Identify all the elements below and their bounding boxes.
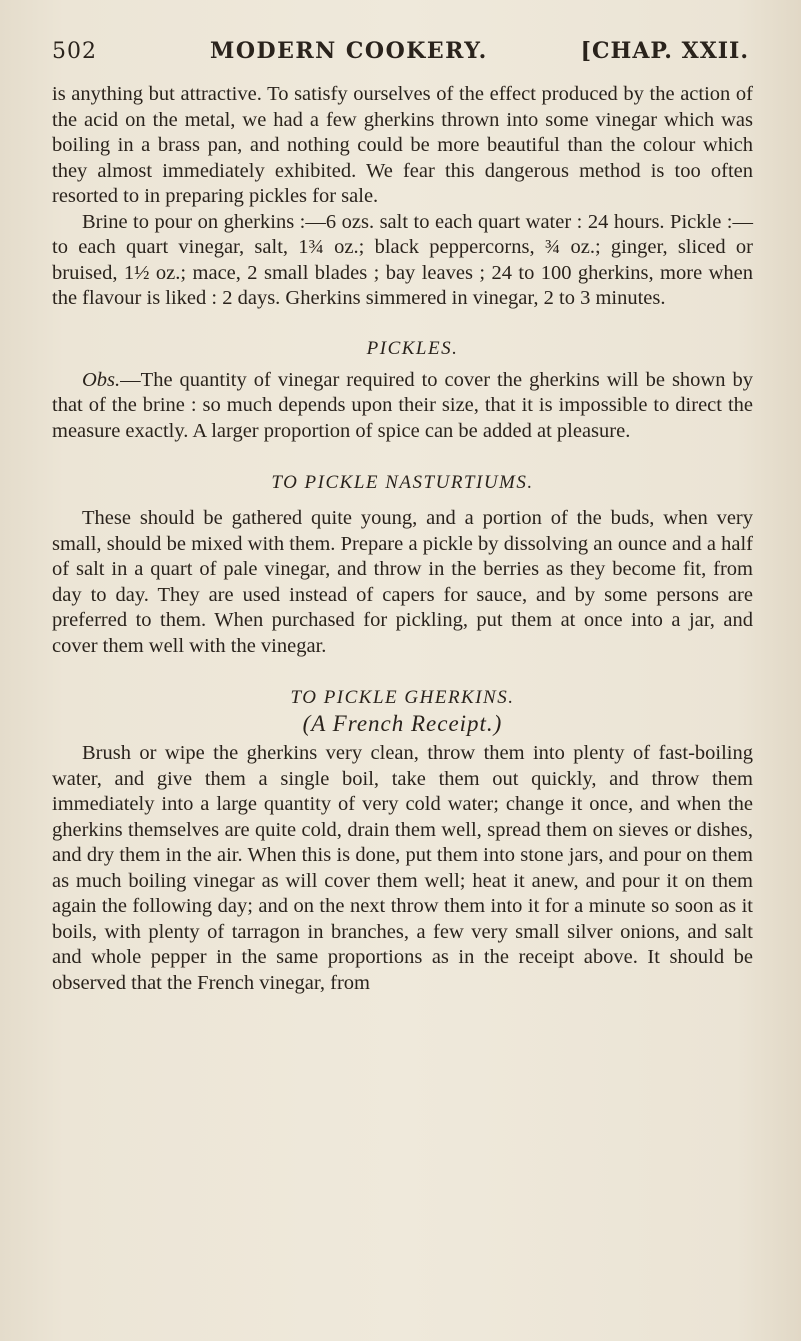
paragraph-obs (52, 368, 753, 445)
heading-nasturtiums: TO PICKLE NASTURTIUMS. (271, 472, 534, 493)
paragraph-nasturtiums: These should be gathered quite young, and a portion of the buds, when very small, should be mixed with them. Prepare a pickle by dissolving an ounce and a half of salt in a quart of pale vinegar, and throw in the berries as they become fit, from day to day. They are used instead of capers for sauce, and by some persons are preferred to them. When purchased for pickling, put them at once into a jar, and cover them well with the vinegar. (52, 507, 753, 657)
book-title: MODERN COOKERY. (210, 38, 488, 64)
heading-gherkins: TO PICKLE GHERKINS. (290, 687, 515, 708)
paragraph-continuation: is anything but attractive. To satisfy ourselves of the effect produced by the action of the acid on the metal, we had a few gherkins thrown into some vinegar which was boiling in a brass pan, and nothing could be more beautiful than the colour which they almost immediately exhibited. We fear this dangerous method is too often resorted to in preparing pickles for sale. (52, 83, 753, 207)
paragraph-brine: Brine to pour on gherkins :—6 ozs. salt to each quart water : 24 hours. Pickle :—to each quart vinegar, salt, 1¾ oz.; black peppercorns, ¾ oz.; ginger, sliced or bruised, 1½ oz.; mace, 2 small blades ; bay leaves ; 24 to 100 gherkins, more when the flavour is liked : 2 days. Gherkins simmered in vinegar, 2 to 3 minutes. (52, 210, 753, 309)
chapter-label: [CHAP. XXII. (580, 38, 749, 64)
subheading-french-receipt: (A French Receipt.) (302, 711, 503, 736)
heading-pickles: PICKLES. (366, 337, 459, 359)
page-number: 502 (52, 39, 97, 64)
obs-lead: Obs. (82, 368, 121, 391)
running-head (52, 38, 753, 64)
obs-text: —The quantity of vinegar required to cover the gherkins will be shown by that of the brine : so much depends upon their size, that it is impossible to direct the measure exactly. A larger proportion of spice can be added at pleasure. (52, 368, 753, 442)
paragraph-gherkins: Brush or wipe the gherkins very clean, throw them into plenty of fast-boiling water, and give them a single boil, take them out quickly, and throw them immediately into a large quantity of very cold water; change it once, and when the gherkins themselves are quite cold, drain them well, spread them on sieves or dishes, and dry them in the air. When this is done, put them into stone jars, and pour on them as much boiling vinegar as will cover them well; heat it anew, and pour it on them again the following day; and on the next throw them into it for a minute so soon as it boils, with plenty of tarragon in branches, a few very small silver onions, and salt and whole pepper in the same proportions as in the receipt above. It should be observed that the French vinegar, from (52, 742, 753, 994)
